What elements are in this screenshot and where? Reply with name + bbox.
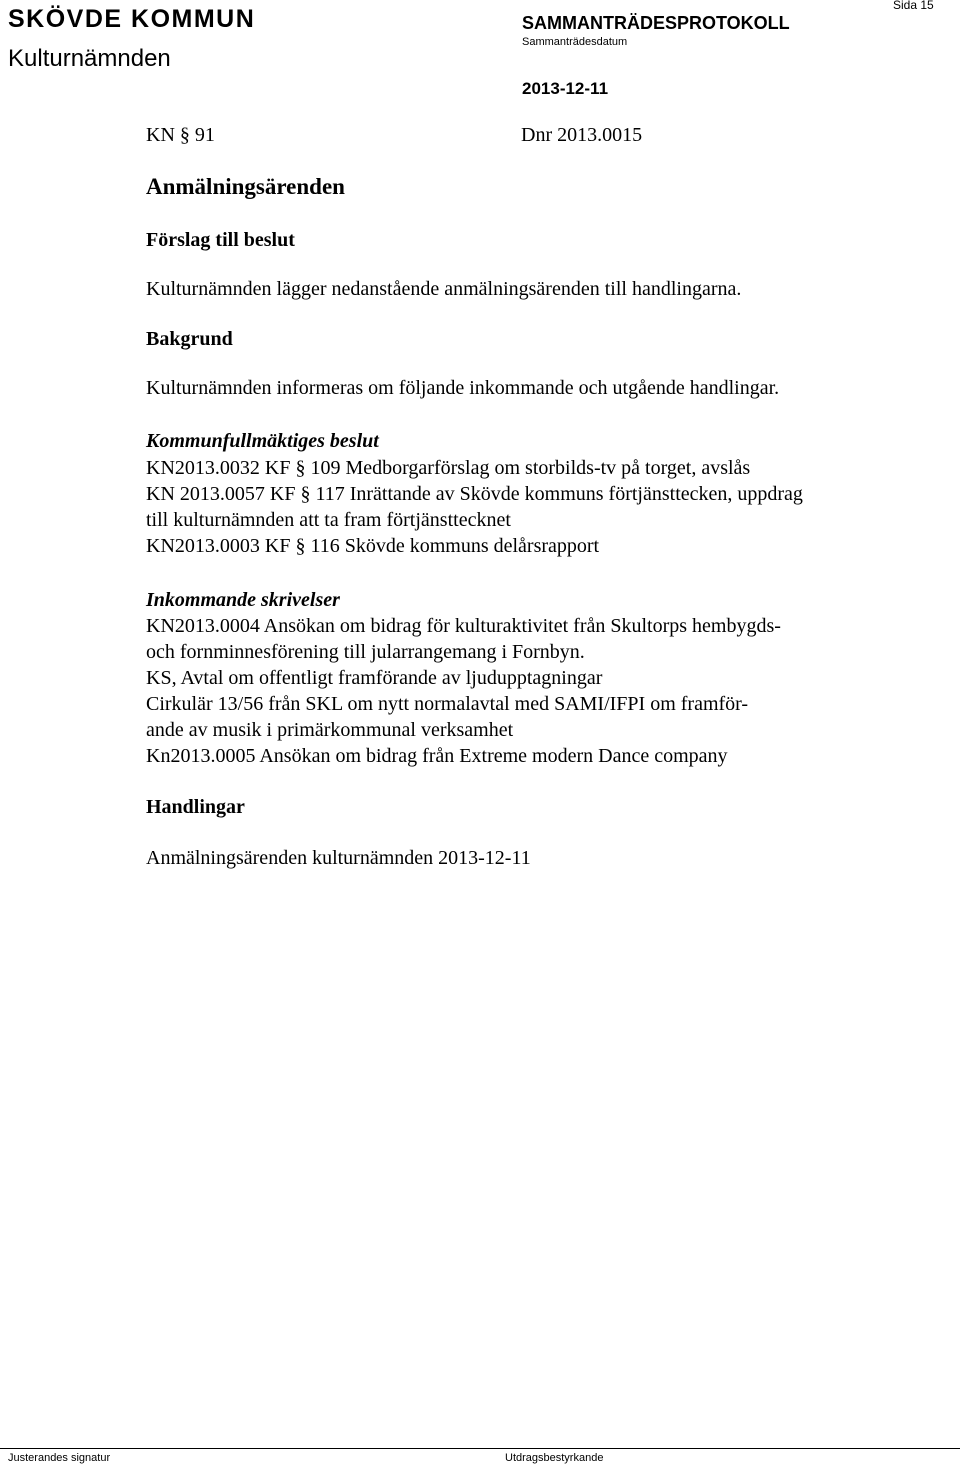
- documents-text: Anmälningsärenden kulturnämnden 2013-12-11: [146, 847, 531, 869]
- case-number: KN § 91: [146, 124, 215, 146]
- incoming-line: KS, Avtal om offentligt framförande av ljudupptagningar: [146, 667, 603, 689]
- background-text: Kulturnämnden informeras om följande inkommande och utgående handlingar.: [146, 377, 780, 399]
- incoming-line: Cirkulär 13/56 från SKL om nytt normalavtal med SAMI/IFPI om framför-: [146, 693, 749, 715]
- kf-line: KN 2013.0057 KF § 117 Inrättande av Skövde kommuns förtjänsttecken, uppdrag: [146, 483, 803, 505]
- incoming-heading: Inkommande skrivelser: [146, 589, 340, 611]
- incoming-line: och fornminnesförening till jularrangemang i Fornbyn.: [146, 641, 585, 663]
- incoming-list: [146, 613, 926, 769]
- incoming-line: ande av musik i primärkommunal verksamhet: [146, 719, 514, 741]
- protocol-title: SAMMANTRÄDESPROTOKOLL: [522, 13, 790, 33]
- kf-line: KN2013.0032 KF § 109 Medborgarförslag om storbilds-tv på torget, avslås: [146, 457, 751, 479]
- signature-label: Justerandes signatur: [8, 1452, 111, 1464]
- kf-list: [146, 455, 926, 559]
- kf-heading: Kommunfullmäktiges beslut: [146, 430, 379, 452]
- proposal-text: Kulturnämnden lägger nedanstående anmälningsärenden till handlingarna.: [146, 278, 742, 300]
- municipality-logo: SKÖVDE KOMMUN: [8, 5, 256, 33]
- proposal-heading: Förslag till beslut: [146, 229, 295, 251]
- kf-line: till kulturnämnden att ta fram förtjänsttecknet: [146, 509, 511, 531]
- incoming-line: KN2013.0004 Ansökan om bidrag för kulturaktivitet från Skultorps hembygds-: [146, 615, 781, 637]
- meeting-date: 2013-12-11: [522, 79, 609, 98]
- case-dnr: Dnr 2013.0015: [521, 124, 643, 146]
- page-number: Sida 15: [893, 0, 934, 12]
- meeting-date-label: Sammanträdesdatum: [522, 36, 628, 48]
- case-title: Anmälningsärenden: [146, 174, 345, 199]
- kf-line: KN2013.0003 KF § 116 Skövde kommuns delårsrapport: [146, 535, 600, 557]
- certification-label: Utdragsbestyrkande: [505, 1452, 604, 1464]
- incoming-line: Kn2013.0005 Ansökan om bidrag från Extreme modern Dance company: [146, 745, 728, 767]
- background-heading: Bakgrund: [146, 328, 233, 350]
- footer-divider: [0, 1448, 960, 1449]
- documents-heading: Handlingar: [146, 796, 245, 818]
- department-name: Kulturnämnden: [8, 45, 171, 72]
